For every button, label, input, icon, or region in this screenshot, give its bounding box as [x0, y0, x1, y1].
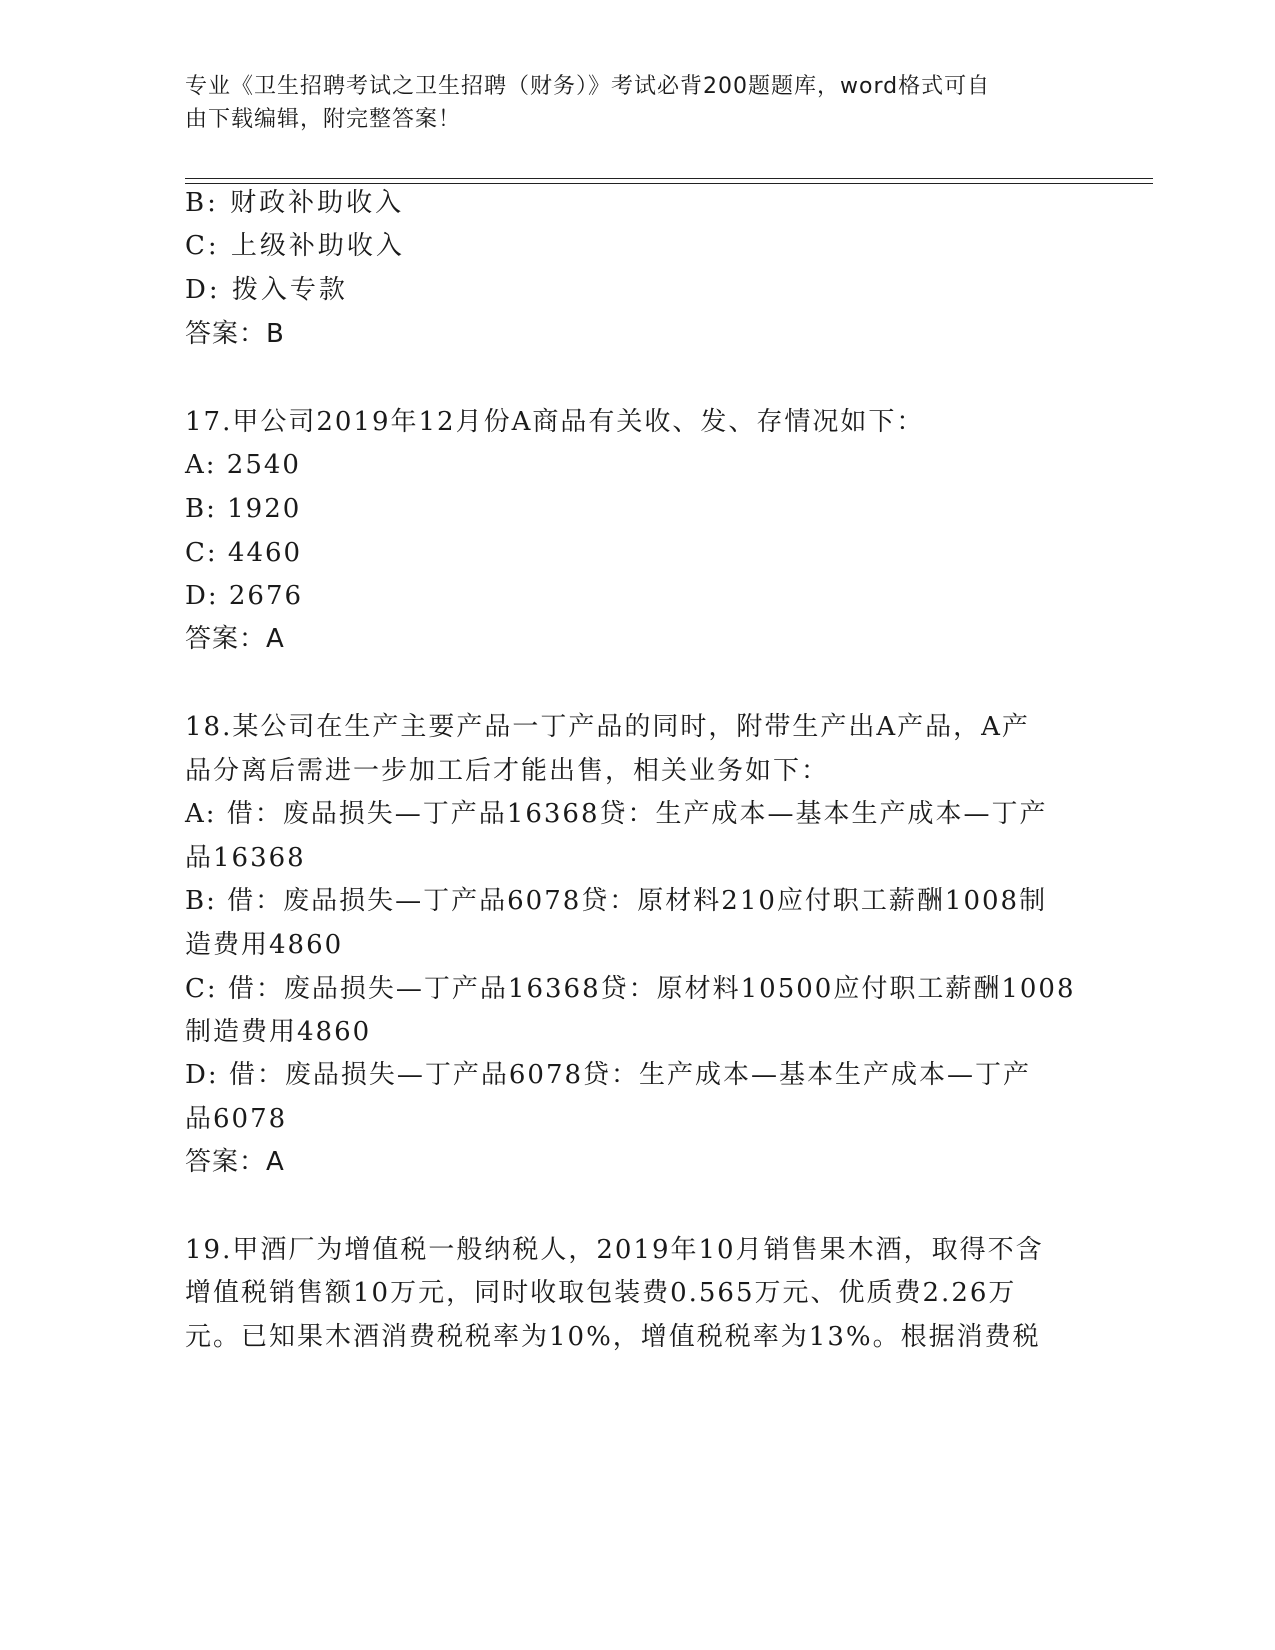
header-divider-top — [185, 178, 1153, 179]
q18-option-d-line-2: 品6078 — [185, 1104, 288, 1134]
q17-stem: 17.甲公司2019年12月份A商品有关收、发、存情况如下： — [185, 407, 925, 437]
q17-option-b: B: 1920 — [185, 494, 302, 524]
header-line-2: 由下载编辑，附完整答案！ — [185, 107, 462, 132]
q18-option-a-line-1: A: 借：废品损失—丁产品16368贷：生产成本—基本生产成本—丁产 — [185, 799, 1048, 829]
q18-option-b-line-1: B: 借：废品损失—丁产品6078贷：原材料210应付职工薪酬1008制 — [185, 886, 1048, 916]
q16-option-d: D: 拨入专款 — [185, 275, 348, 305]
q17-option-d: D: 2676 — [185, 581, 304, 611]
q18-answer: 答案：A — [185, 1147, 285, 1177]
q18-option-d-line-1: D: 借：废品损失—丁产品6078贷：生产成本—基本生产成本—丁产 — [185, 1060, 1032, 1090]
q16-answer: 答案：B — [185, 319, 285, 349]
q17-option-c: C: 4460 — [185, 538, 303, 568]
document-header — [185, 70, 1085, 136]
q16-option-b: B: 财政补助收入 — [185, 188, 405, 218]
q18-stem-line-2: 品分离后需进一步加工后才能出售，相关业务如下： — [185, 756, 830, 786]
q16-option-c: C: 上级补助收入 — [185, 231, 405, 261]
q18-option-c-line-1: C: 借：废品损失—丁产品16368贷：原材料10500应付职工薪酬1008 — [185, 974, 1076, 1004]
header-divider-bottom — [185, 183, 1153, 184]
q18-option-a-line-2: 品16368 — [185, 843, 306, 873]
q19-stem-line-1: 19.甲酒厂为增值税一般纳税人，2019年10月销售果木酒，取得不含 — [185, 1235, 1044, 1265]
q17-answer: 答案：A — [185, 624, 285, 654]
q19-stem-line-3: 元。已知果木酒消费税税率为10%，增值税税率为13%。根据消费税 — [185, 1322, 1041, 1352]
q19-stem-line-2: 增值税销售额10万元，同时收取包装费0.565万元、优质费2.26万 — [185, 1278, 1017, 1308]
header-line-1: 专业《卫生招聘考试之卫生招聘（财务）》考试必背200题题库，word格式可自 — [185, 74, 991, 99]
q18-option-b-line-2: 造费用4860 — [185, 930, 344, 960]
q17-option-a: A: 2540 — [185, 450, 301, 480]
q18-stem-line-1: 18.某公司在生产主要产品一丁产品的同时，附带生产出A产品，A产 — [185, 712, 1030, 742]
q18-option-c-line-2: 制造费用4860 — [185, 1017, 372, 1047]
